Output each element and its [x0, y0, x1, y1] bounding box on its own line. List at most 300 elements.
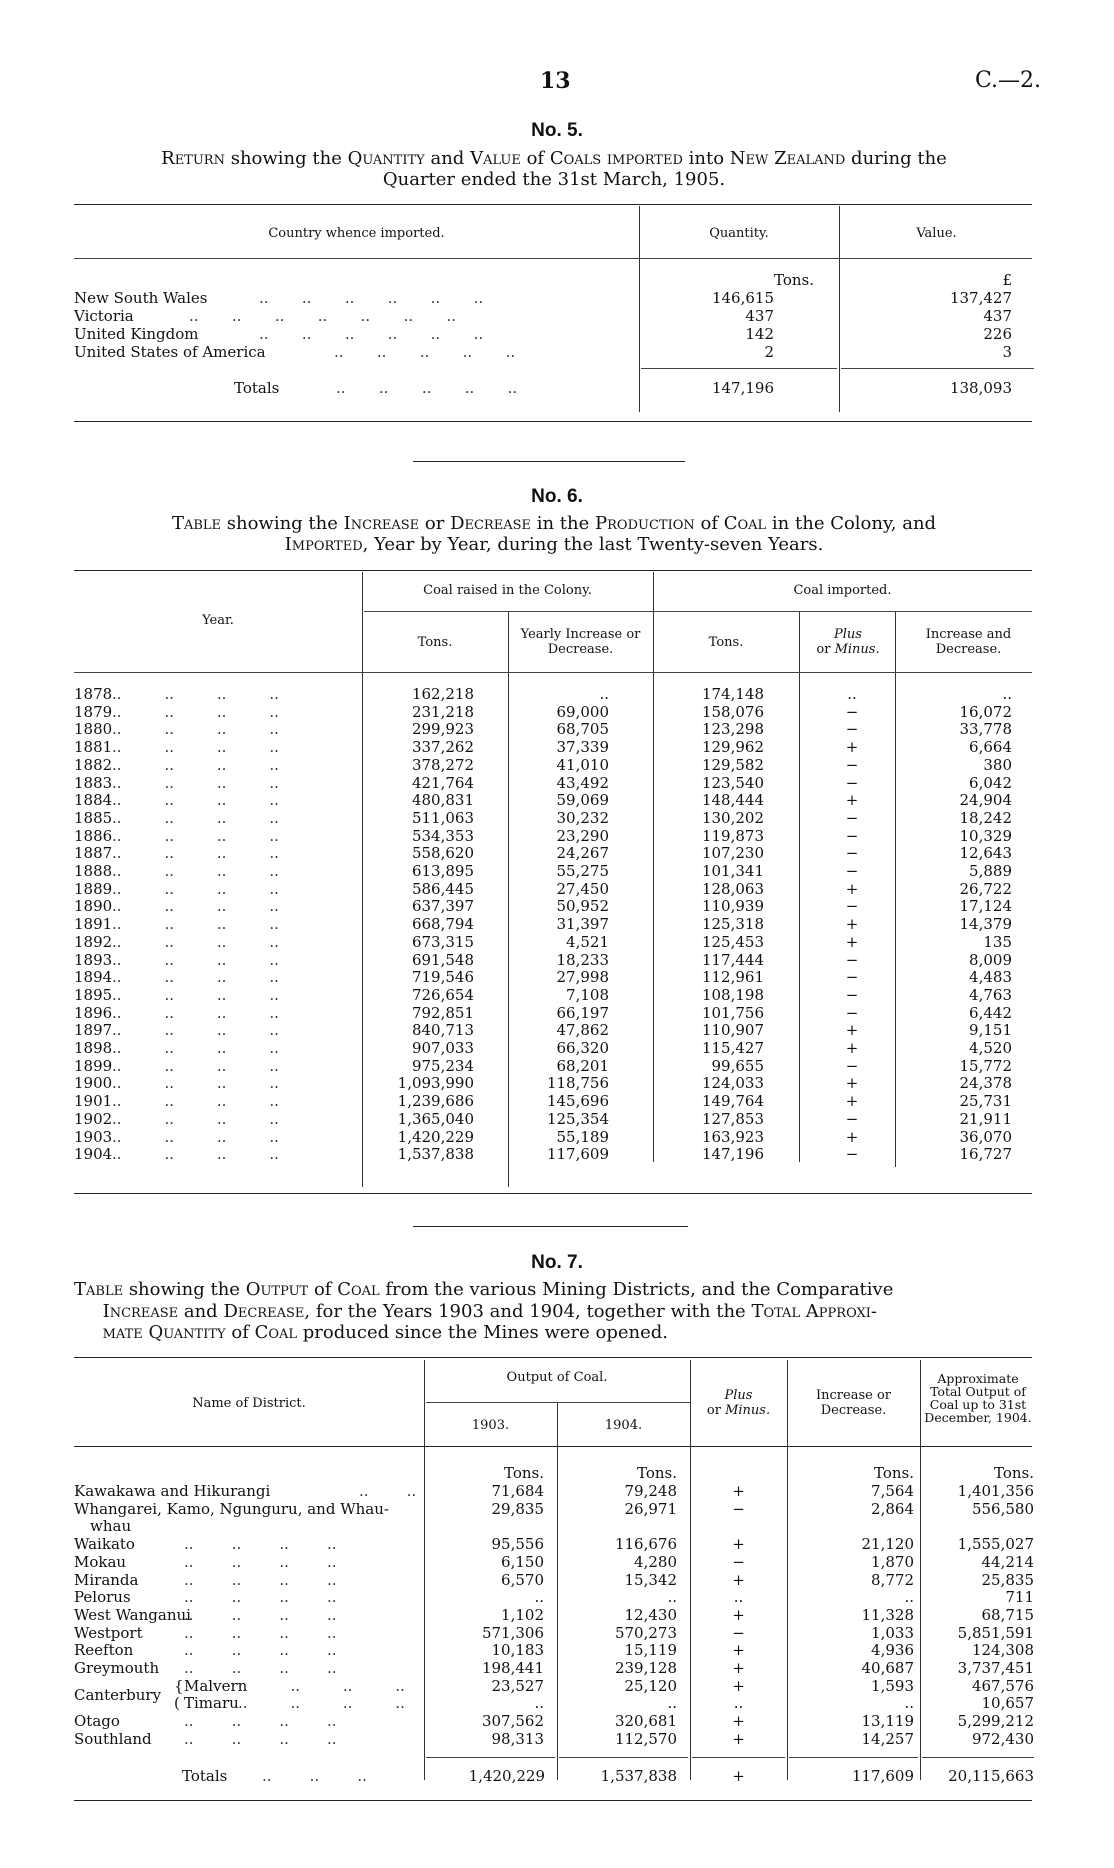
- increase-decrease: 1,593: [871, 1676, 914, 1695]
- import-change: 17,124: [959, 897, 1012, 916]
- increase-decrease: 7,564: [871, 1482, 914, 1500]
- table-row: [74, 1660, 1034, 1678]
- rule: [641, 368, 837, 369]
- yearly-change: 125,354: [546, 1109, 609, 1128]
- import-change: 26,722: [959, 879, 1012, 898]
- rule: [789, 1757, 918, 1758]
- totals-row: Totals .. .. .. 1,420,229 1,537,838 + 117,609 20,115,663: [182, 1767, 1034, 1785]
- table-row: [74, 1607, 1034, 1625]
- imported-tons: 128,063: [701, 879, 764, 898]
- plus-minus: +: [845, 1092, 859, 1111]
- raised-tons: 231,218: [411, 702, 474, 721]
- table-row: [74, 810, 1034, 828]
- table-row: [74, 881, 1034, 899]
- raised-tons: 726,654: [411, 985, 474, 1004]
- raised-tons: 162,218: [411, 685, 474, 703]
- header-1903: 1903.: [471, 1418, 510, 1433]
- table-row: [74, 1005, 1034, 1023]
- output-1903: 198,441: [481, 1659, 544, 1677]
- plus-minus: +: [845, 738, 859, 757]
- imported-tons: 108,198: [701, 985, 764, 1004]
- imported-tons: 119,873: [701, 826, 764, 845]
- year: 1895: [74, 985, 113, 1004]
- yearly-change: 117,609: [546, 1145, 609, 1164]
- leader-dots: .. .. .. ..: [184, 1552, 337, 1571]
- output-1904: ..: [667, 1694, 677, 1713]
- raised-tons: 511,063: [411, 808, 474, 827]
- document-reference: C.—2.: [975, 68, 1042, 93]
- table-row: [74, 1625, 1034, 1643]
- increase-decrease: 1,033: [871, 1623, 914, 1642]
- sub-district-name: Timaru: [184, 1694, 239, 1713]
- import-change: 4,483: [969, 968, 1012, 987]
- total-output: 68,715: [981, 1605, 1034, 1624]
- rule: [74, 258, 1032, 259]
- table-row: [74, 1146, 1034, 1164]
- yearly-change: 55,275: [556, 862, 609, 880]
- rule: [559, 1757, 688, 1758]
- yearly-change: 47,862: [556, 1021, 609, 1040]
- year: 1884: [74, 791, 113, 810]
- plus-minus: −: [845, 826, 859, 845]
- table-row: [74, 1554, 1034, 1572]
- table-row: [74, 1075, 1034, 1093]
- plus-minus: −: [845, 862, 859, 880]
- leader-dots: .. .. .. ..: [184, 1641, 337, 1660]
- header-group-imported: Coal imported.: [793, 583, 892, 598]
- rule: [922, 1757, 1034, 1758]
- plus-minus: +: [732, 1482, 745, 1500]
- table-row: [74, 1642, 1034, 1660]
- leader-dots: .. .. .. ..: [112, 738, 279, 757]
- total-output: 44,214: [981, 1552, 1034, 1571]
- output-1904: ..: [667, 1588, 677, 1607]
- import-change: 15,772: [959, 1056, 1012, 1075]
- leader-dots: .. .. .. ..: [184, 1570, 337, 1589]
- leader-dots: .. .. .. ..: [184, 1623, 337, 1642]
- year: 1891: [74, 915, 113, 934]
- output-1903: 71,684: [491, 1482, 544, 1500]
- leader-dots: .. .. .. ..: [112, 1039, 279, 1057]
- imported-tons: 110,939: [701, 897, 764, 916]
- imported-tons: 124,033: [701, 1074, 764, 1093]
- output-1904: 116,676: [614, 1535, 677, 1554]
- import-change: 4,520: [969, 1039, 1012, 1057]
- imported-tons: 101,341: [701, 862, 764, 880]
- year: 1899: [74, 1056, 113, 1075]
- leader-dots: .. .. .. ..: [112, 1109, 279, 1128]
- year: 1883: [74, 773, 113, 792]
- plus-minus: ..: [733, 1588, 744, 1607]
- output-1904: 12,430: [624, 1605, 677, 1624]
- raised-tons: 586,445: [411, 879, 474, 898]
- table-row: [74, 1572, 1034, 1590]
- rule: [74, 570, 1032, 571]
- header-yearly: Yearly Increase or Decrease.: [520, 627, 641, 657]
- leader-dots: .. .. .. ..: [184, 1605, 337, 1624]
- leader-dots: .. .. .. ..: [184, 1729, 337, 1748]
- output-1903: 29,835: [491, 1499, 544, 1518]
- year: 1890: [74, 897, 113, 916]
- table-5-number: No. 5.: [531, 120, 583, 141]
- plus-minus: +: [732, 1641, 745, 1660]
- imported-tons: 107,230: [701, 844, 764, 863]
- header-raised-tons: Tons.: [417, 635, 453, 650]
- total-output: 5,851,591: [957, 1623, 1034, 1642]
- plus-minus: −: [845, 1145, 859, 1164]
- header-plus-minus: Plus or Minus.: [816, 627, 880, 657]
- import-change: 24,378: [959, 1074, 1012, 1093]
- yearly-change: 118,756: [546, 1074, 609, 1093]
- table-row: New South Wales .. .. .. .. .. .. 146,615 137,427: [74, 289, 1012, 307]
- table-row: United Kingdom .. .. .. .. .. .. 142 226: [74, 325, 1012, 343]
- leader-dots: .. .. .. ..: [238, 1694, 405, 1713]
- leader-dots: .. .. .. ..: [112, 808, 279, 827]
- output-1904: 570,273: [614, 1623, 677, 1642]
- yearly-change: 145,696: [546, 1092, 609, 1111]
- table-row: [74, 987, 1034, 1005]
- plus-minus: −: [845, 985, 859, 1004]
- district-name: Mokau: [74, 1552, 127, 1571]
- import-change: 16,727: [959, 1145, 1012, 1164]
- leader-dots: .. .. .. ..: [112, 1056, 279, 1075]
- section-separator: [413, 1226, 688, 1227]
- year: 1900: [74, 1074, 113, 1093]
- rule: [74, 672, 1032, 673]
- total-output: 467,576: [971, 1676, 1034, 1695]
- year: 1881: [74, 738, 113, 757]
- plus-minus: −: [732, 1552, 745, 1571]
- table-row: [74, 1731, 1034, 1749]
- table-6-number: No. 6.: [531, 486, 583, 507]
- import-change: ..: [1002, 685, 1012, 703]
- import-change: 6,442: [969, 1003, 1012, 1022]
- plus-minus: −: [845, 808, 859, 827]
- table-row: [74, 898, 1034, 916]
- imported-tons: 125,318: [701, 915, 764, 934]
- import-change: 16,072: [959, 702, 1012, 721]
- table-row: [74, 1483, 1034, 1501]
- raised-tons: 299,923: [411, 720, 474, 739]
- table-6-caption: Table showing the Increase or Decrease in the Production of Coal in the Colony, and Imported, Year by Year, during the last Twenty-seven Years.: [171, 513, 937, 555]
- table-row: [74, 704, 1034, 722]
- table-7-number: No. 7.: [531, 1252, 583, 1273]
- table-row: [74, 757, 1034, 775]
- increase-decrease: 4,936: [871, 1641, 914, 1660]
- yearly-change: 24,267: [556, 844, 609, 863]
- plus-minus: −: [845, 755, 859, 774]
- district-name: Pelorus: [74, 1588, 131, 1607]
- increase-decrease: 1,870: [871, 1552, 914, 1571]
- year: 1880: [74, 720, 113, 739]
- table-row: [74, 792, 1034, 810]
- header-group-raised: Coal raised in the Colony.: [423, 583, 592, 598]
- increase-decrease: ..: [904, 1694, 914, 1713]
- output-1903: 10,183: [491, 1641, 544, 1660]
- plus-minus: +: [845, 932, 859, 951]
- raised-tons: 691,548: [411, 950, 474, 969]
- yearly-change: 55,189: [556, 1127, 609, 1146]
- yearly-change: 27,450: [556, 879, 609, 898]
- table-row: [74, 1111, 1034, 1129]
- total-output: 10,657: [981, 1694, 1034, 1713]
- sub-district-name: Malvern: [184, 1676, 248, 1695]
- table-row: [74, 1589, 1034, 1607]
- imported-tons: 110,907: [701, 1021, 764, 1040]
- rule: [74, 1800, 1032, 1801]
- output-1904: 25,120: [624, 1676, 677, 1695]
- plus-minus: −: [732, 1623, 745, 1642]
- output-1904: 26,971: [624, 1499, 677, 1518]
- output-1903: 571,306: [481, 1623, 544, 1642]
- raised-tons: 637,397: [411, 897, 474, 916]
- yearly-change: 23,290: [556, 826, 609, 845]
- leader-dots: .. .. .. ..: [112, 968, 279, 987]
- yearly-change: 4,521: [566, 932, 609, 951]
- total-output: 711: [1005, 1588, 1034, 1607]
- district-name: Otago: [74, 1712, 120, 1731]
- leader-dots: .. .. .. ..: [112, 1127, 279, 1146]
- raised-tons: 421,764: [411, 773, 474, 792]
- yearly-change: 68,705: [556, 720, 609, 739]
- year: 1901: [74, 1092, 113, 1111]
- table-row: Victoria .. .. .. .. .. .. .. 437 437: [74, 307, 1012, 325]
- leader-dots: .. .. .. ..: [112, 879, 279, 898]
- output-1903: 23,527: [491, 1676, 544, 1695]
- table-5-caption: Return showing the Quantity and Value of Coals imported into New Zealand during the Quarter ended the 31st March, 1905.: [161, 148, 947, 190]
- table-row: [74, 775, 1034, 793]
- yearly-change: 37,339: [556, 738, 609, 757]
- import-change: 6,042: [969, 773, 1012, 792]
- plus-minus: ..: [733, 1694, 744, 1713]
- plus-minus: −: [845, 950, 859, 969]
- import-change: 380: [983, 755, 1012, 774]
- total-output: 556,580: [971, 1499, 1034, 1518]
- leader-dots: .. .. .. ..: [238, 1676, 405, 1695]
- output-1904: 112,570: [614, 1729, 677, 1748]
- plus-minus: +: [732, 1570, 745, 1589]
- year: 1892: [74, 932, 113, 951]
- output-1904: 15,119: [624, 1641, 677, 1660]
- leader-dots: .. .. .. ..: [112, 1003, 279, 1022]
- total-output: 3,737,451: [957, 1659, 1034, 1677]
- leader-dots: .. .. .. ..: [112, 844, 279, 863]
- output-1903: 1,102: [501, 1605, 544, 1624]
- table-row: [74, 1022, 1034, 1040]
- yearly-change: 66,197: [556, 1003, 609, 1022]
- imported-tons: 147,196: [701, 1145, 764, 1164]
- yearly-change: 7,108: [566, 985, 609, 1004]
- plus-minus: −: [845, 773, 859, 792]
- raised-tons: 378,272: [411, 755, 474, 774]
- district-name-continued: whau: [90, 1517, 132, 1536]
- imported-tons: 115,427: [701, 1039, 764, 1057]
- increase-decrease: 8,772: [871, 1570, 914, 1589]
- imported-tons: 129,582: [701, 755, 764, 774]
- unit-row: Tons. Tons. Tons. Tons.: [504, 1464, 1034, 1482]
- import-change: 33,778: [959, 720, 1012, 739]
- import-change: 4,763: [969, 985, 1012, 1004]
- yearly-change: 66,320: [556, 1039, 609, 1057]
- year: 1886: [74, 826, 113, 845]
- output-1904: 239,128: [614, 1659, 677, 1677]
- import-change: 6,664: [969, 738, 1012, 757]
- district-name: Whangarei, Kamo, Ngunguru, and Whau-: [74, 1499, 389, 1518]
- imported-tons: 148,444: [701, 791, 764, 810]
- header-1904: 1904.: [604, 1418, 643, 1433]
- table-row: [74, 1129, 1034, 1147]
- output-1903: 95,556: [491, 1535, 544, 1554]
- plus-minus: +: [732, 1676, 745, 1695]
- raised-tons: 534,353: [411, 826, 474, 845]
- leader-dots: .. .. .. ..: [112, 720, 279, 739]
- yearly-change: ..: [599, 685, 609, 703]
- year: 1882: [74, 755, 113, 774]
- table-row: [74, 739, 1034, 757]
- district-name: Waikato: [74, 1535, 135, 1554]
- imported-tons: 129,962: [701, 738, 764, 757]
- table-row: United States of America .. .. .. .. .. 2 3: [74, 343, 1012, 361]
- imported-tons: 117,444: [701, 950, 764, 969]
- raised-tons: 668,794: [411, 915, 474, 934]
- header-total: Approximate Total Output of Coal up to 31st December, 1904.: [924, 1371, 1032, 1425]
- table-row: [74, 1093, 1034, 1111]
- output-1903: 307,562: [481, 1712, 544, 1731]
- section-separator: [413, 461, 685, 462]
- raised-tons: 907,033: [411, 1039, 474, 1057]
- plus-minus: −: [845, 1056, 859, 1075]
- output-1903: ..: [534, 1694, 544, 1713]
- increase-decrease: 21,120: [861, 1535, 914, 1554]
- imported-tons: 99,655: [711, 1056, 764, 1075]
- year: 1893: [74, 950, 113, 969]
- imported-tons: 123,298: [701, 720, 764, 739]
- table-row: [74, 969, 1034, 987]
- district-name: Miranda: [74, 1570, 139, 1589]
- increase-decrease: 40,687: [861, 1659, 914, 1677]
- year: 1889: [74, 879, 113, 898]
- raised-tons: 337,262: [411, 738, 474, 757]
- yearly-change: 69,000: [556, 702, 609, 721]
- rule: [74, 204, 1032, 205]
- rule: [74, 1446, 1032, 1447]
- import-change: 12,643: [959, 844, 1012, 863]
- plus-minus: −: [845, 844, 859, 863]
- header-plus-minus: Plus or Minus.: [706, 1388, 771, 1418]
- yearly-change: 27,998: [556, 968, 609, 987]
- plus-minus: +: [845, 791, 859, 810]
- year: 1887: [74, 844, 113, 863]
- yearly-change: 68,201: [556, 1056, 609, 1075]
- output-1903: 6,150: [501, 1552, 544, 1571]
- plus-minus: −: [845, 702, 859, 721]
- table-row: [74, 1536, 1034, 1554]
- year: 1896: [74, 1003, 113, 1022]
- table-row: [74, 721, 1034, 739]
- leader-dots: .. .. .. ..: [184, 1535, 337, 1554]
- header-group-output: Output of Coal.: [506, 1370, 608, 1385]
- import-change: 14,379: [959, 915, 1012, 934]
- raised-tons: 1,537,838: [397, 1145, 474, 1164]
- plus-minus: −: [845, 897, 859, 916]
- leader-dots: .. .. .. ..: [112, 1092, 279, 1111]
- leader-dots: .. .. .. ..: [112, 1145, 279, 1164]
- table-row-continuation: [74, 1518, 1034, 1536]
- import-change: 5,889: [969, 862, 1012, 880]
- raised-tons: 719,546: [411, 968, 474, 987]
- district-name: West Wanganui: [74, 1605, 191, 1624]
- year: 1894: [74, 968, 113, 987]
- yearly-change: 59,069: [556, 791, 609, 810]
- rule: [426, 1402, 690, 1403]
- header-inc-dec: Increase or Decrease.: [816, 1388, 891, 1418]
- table-row: [74, 1040, 1034, 1058]
- plus-minus: +: [845, 1021, 859, 1040]
- rule: [364, 611, 1032, 612]
- year: 1902: [74, 1109, 113, 1128]
- raised-tons: 1,239,686: [397, 1092, 474, 1111]
- plus-minus: +: [732, 1535, 745, 1554]
- increase-decrease: ..: [904, 1588, 914, 1607]
- import-change: 25,731: [959, 1092, 1012, 1111]
- year: 1897: [74, 1021, 113, 1040]
- total-output: 25,835: [981, 1570, 1034, 1589]
- header-year: Year.: [202, 613, 234, 628]
- plus-minus: +: [845, 915, 859, 934]
- total-output: 124,308: [971, 1641, 1034, 1660]
- import-change: 135: [983, 932, 1012, 951]
- imported-tons: 123,540: [701, 773, 764, 792]
- plus-minus: +: [845, 1074, 859, 1093]
- yearly-change: 43,492: [556, 773, 609, 792]
- imported-tons: 127,853: [701, 1109, 764, 1128]
- output-1903: 98,313: [491, 1729, 544, 1748]
- plus-minus: +: [845, 879, 859, 898]
- leader-dots: .. .. .. ..: [112, 915, 279, 934]
- year: 1885: [74, 808, 113, 827]
- import-change: 8,009: [969, 950, 1012, 969]
- year: 1878: [74, 685, 113, 703]
- raised-tons: 1,365,040: [397, 1109, 474, 1128]
- imported-tons: 130,202: [701, 808, 764, 827]
- leader-dots: .. .. .. ..: [112, 755, 279, 774]
- imported-tons: 163,923: [701, 1127, 764, 1146]
- raised-tons: 1,420,229: [397, 1127, 474, 1146]
- yearly-change: 50,952: [556, 897, 609, 916]
- yearly-change: 41,010: [556, 755, 609, 774]
- leader-dots: .. ..: [359, 1482, 417, 1500]
- district-name: Greymouth: [74, 1659, 160, 1677]
- imported-tons: 125,453: [701, 932, 764, 951]
- sub-district: {: [174, 1676, 184, 1695]
- table-row: [74, 952, 1034, 970]
- district-name: Reefton: [74, 1641, 134, 1660]
- yearly-change: 31,397: [556, 915, 609, 934]
- table-row: [74, 1501, 1034, 1519]
- imported-tons: 149,764: [701, 1092, 764, 1111]
- increase-decrease: 14,257: [861, 1729, 914, 1748]
- district-name: Southland: [74, 1729, 152, 1748]
- leader-dots: .. .. .. ..: [112, 950, 279, 969]
- import-change: 9,151: [969, 1021, 1012, 1040]
- table-row: [74, 1058, 1034, 1076]
- rule: [841, 368, 1034, 369]
- import-change: 21,911: [959, 1109, 1012, 1128]
- leader-dots: .. .. .. ..: [112, 826, 279, 845]
- import-change: 24,904: [959, 791, 1012, 810]
- output-1904: 4,280: [634, 1552, 677, 1571]
- leader-dots: .. .. .. ..: [112, 791, 279, 810]
